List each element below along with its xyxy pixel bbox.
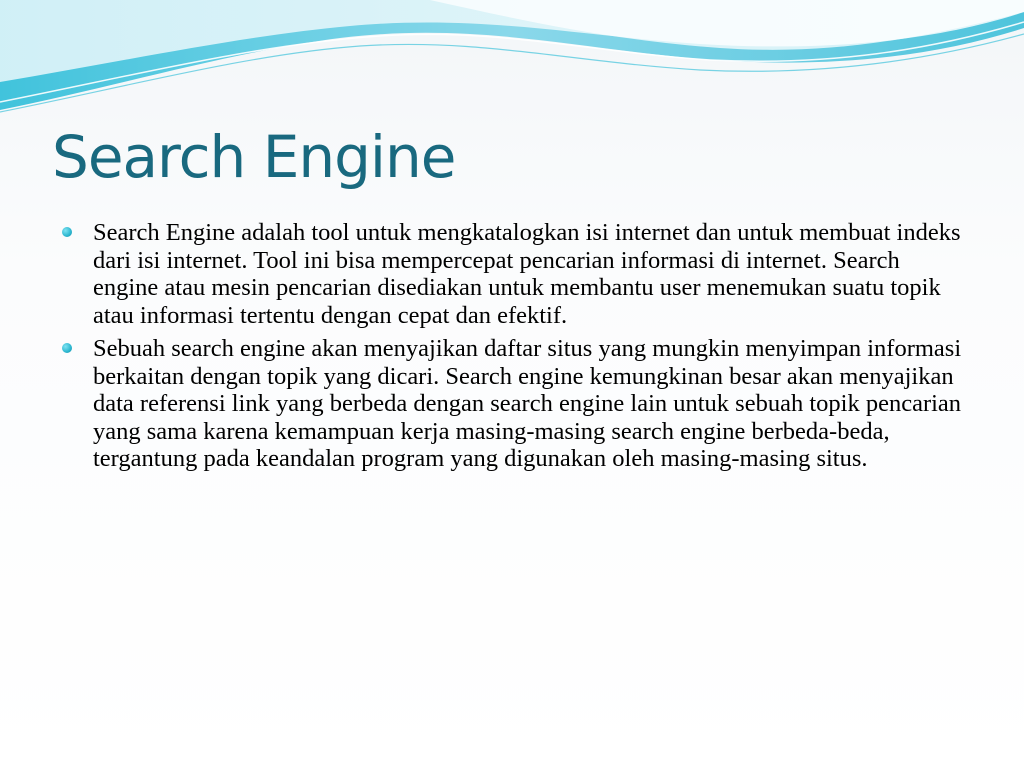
list-item	[62, 335, 967, 473]
bullet-icon	[62, 343, 72, 353]
bullet-text: Sebuah search engine akan menyajikan daftar situs yang mungkin menyimpan informasi berkaitan dengan topik yang dicari. Search engine kemungkinan besar akan menyajikan data referensi link yang berbeda dengan search engine lain untuk sebuah topik pencarian yang sama karena kemampuan kerja masing-masing search engine berbeda-beda, tergantung pada keandalan program yang digunakan oleh masing-masing situs.	[93, 335, 962, 472]
bullet-icon	[62, 227, 72, 237]
bullet-text: Search Engine adalah tool untuk mengkatalogkan isi internet dan untuk membuat indeks dari isi internet. Tool ini bisa mempercepat pencarian informasi di internet. Search engine atau mesin pencarian disediakan untuk membantu user menemukan suatu topik atau informasi tertentu dengan cepat dan efektif.	[93, 219, 961, 329]
bullet-list	[62, 219, 967, 479]
slide-title: Search Engine	[52, 123, 456, 191]
list-item	[62, 219, 967, 329]
wave-header	[0, 0, 1024, 120]
